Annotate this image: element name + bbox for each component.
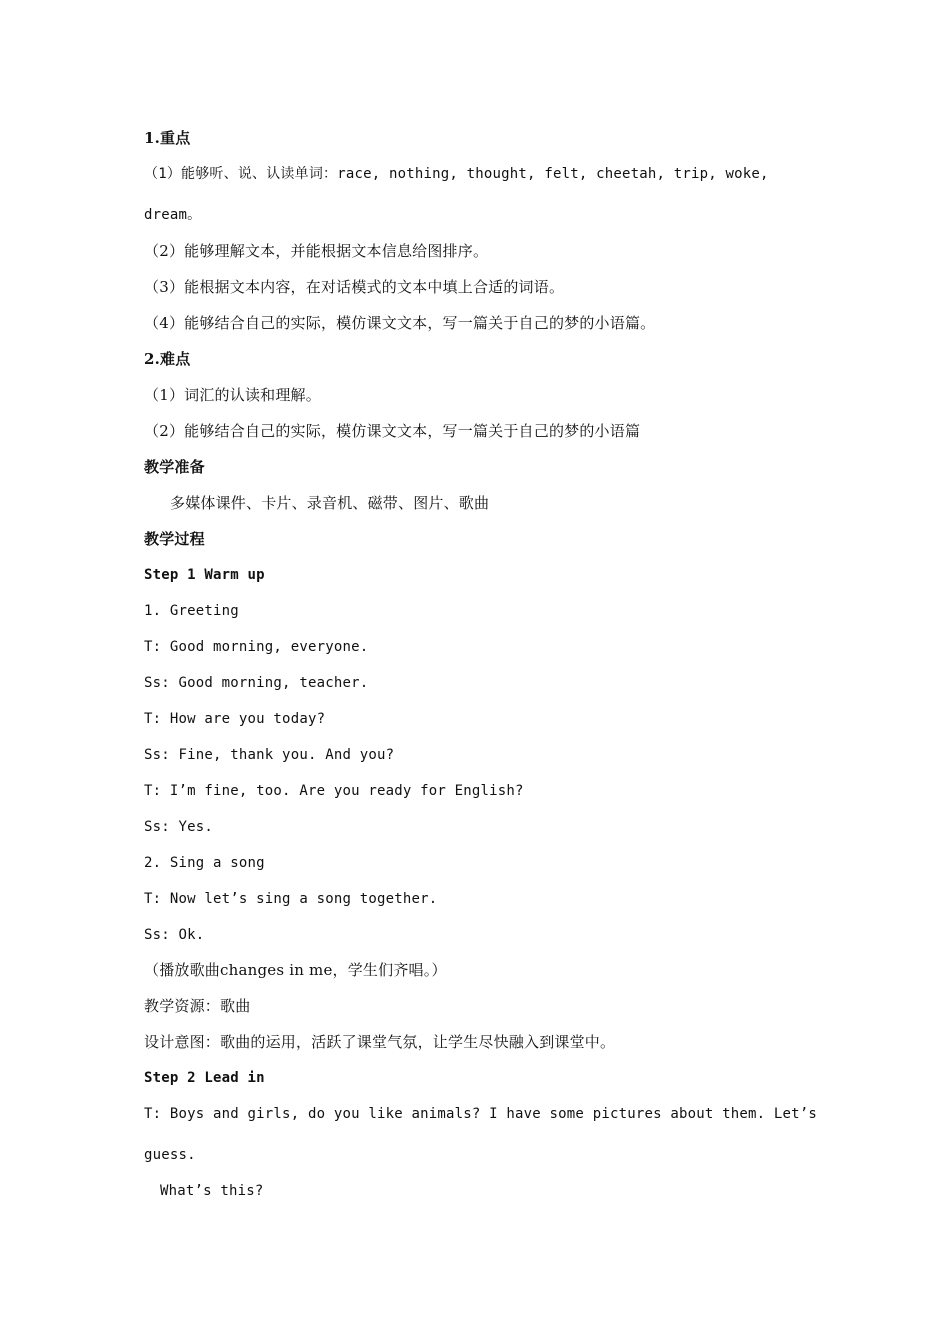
step1-heading: Step 1 Warm up bbox=[144, 567, 265, 583]
note-line: （播放歌曲changes in me，学生们齐唱。） bbox=[144, 961, 447, 979]
preparation-heading: 教学准备 bbox=[144, 458, 205, 476]
dialogue-line: What’s this? bbox=[160, 1183, 264, 1199]
dialogue-line: 1. Greeting bbox=[144, 603, 239, 619]
difficulty-line: （2）能够结合自己的实际，模仿课文文本，写一篇关于自己的梦的小语篇 bbox=[144, 422, 641, 440]
dialogue-line: T: Boys and girls, do you like animals? I have some pictures about them. Let’s bbox=[144, 1106, 818, 1122]
dialogue-line: 2. Sing a song bbox=[144, 855, 265, 871]
dialogue-line: Ss: Good morning, teacher. bbox=[144, 675, 369, 691]
dialogue-line: guess. bbox=[144, 1147, 196, 1163]
dialogue-line: T: Good morning, everyone. bbox=[144, 639, 369, 655]
step2-heading: Step 2 Lead in bbox=[144, 1070, 265, 1086]
key-point-line: （1）能够听、说、认读单词：race, nothing, thought, felt, cheetah, trip, woke, bbox=[144, 166, 769, 182]
key-points-heading: 1.重点 bbox=[144, 129, 191, 147]
dialogue-line: T: I’m fine, too. Are you ready for English? bbox=[144, 783, 524, 799]
difficulty-line: （1）词汇的认读和理解。 bbox=[144, 386, 321, 404]
difficulties-heading: 2.难点 bbox=[144, 350, 191, 368]
preparation-text: 多媒体课件、卡片、录音机、磁带、图片、歌曲 bbox=[170, 494, 490, 512]
dialogue-line: T: How are you today? bbox=[144, 711, 326, 727]
design-intent-line: 设计意图：歌曲的运用，活跃了课堂气氛，让学生尽快融入到课堂中。 bbox=[144, 1033, 616, 1051]
key-point-line: （2）能够理解文本，并能根据文本信息给图排序。 bbox=[144, 242, 489, 260]
dialogue-line: Ss: Yes. bbox=[144, 819, 214, 835]
dialogue-line: Ss: Fine, thank you. And you? bbox=[144, 747, 395, 763]
key-point-line: dream。 bbox=[144, 207, 202, 223]
key-point-line: （3）能根据文本内容，在对话模式的文本中填上合适的词语。 bbox=[144, 278, 565, 296]
resource-line: 教学资源：歌曲 bbox=[144, 997, 251, 1015]
dialogue-line: T: Now let’s sing a song together. bbox=[144, 891, 438, 907]
dialogue-line: Ss: Ok. bbox=[144, 927, 205, 943]
key-point-line: （4）能够结合自己的实际，模仿课文文本，写一篇关于自己的梦的小语篇。 bbox=[144, 314, 656, 332]
process-heading: 教学过程 bbox=[144, 530, 205, 548]
